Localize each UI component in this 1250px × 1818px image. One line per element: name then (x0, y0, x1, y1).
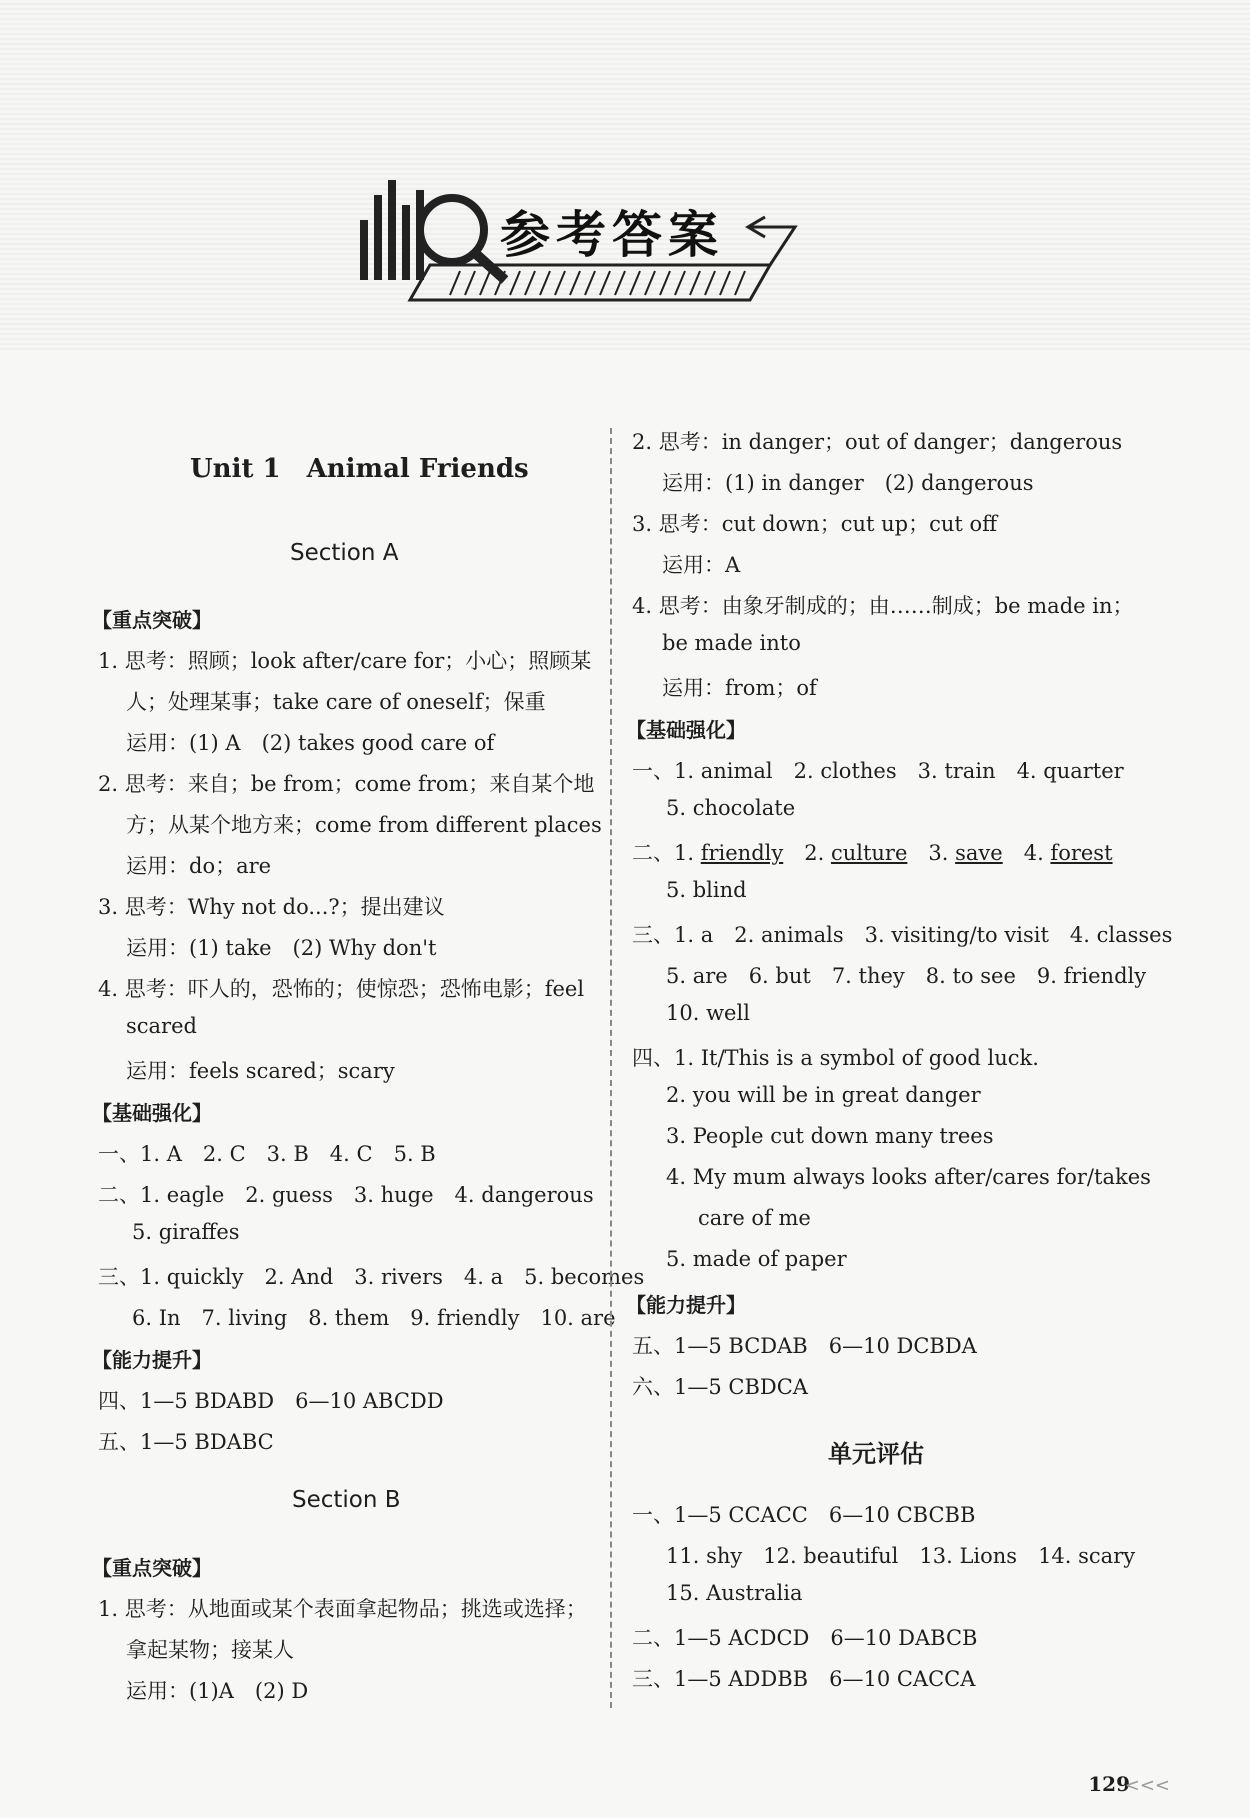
answer-line: 二、1—5 ACDCD 6—10 DABCB (632, 1626, 978, 1650)
underlined-word: friendly (700, 841, 784, 865)
answer-line: be made into (662, 631, 801, 655)
answer-line: 3. People cut down many trees (666, 1124, 994, 1148)
answer-line: 运用：(1) in danger (2) dangerous (662, 471, 1034, 495)
answer-line: 5. blind (666, 878, 747, 902)
answer-line: 运用：(1) take (2) Why don't (126, 936, 437, 960)
page-number: 129 (1088, 1772, 1130, 1796)
answer-line: 4. My mum always looks after/cares for/takes (666, 1165, 1151, 1189)
answer-line: 5. chocolate (666, 796, 796, 820)
answer-line: 拿起某物；接某人 (126, 1638, 294, 1662)
section-a-title: Section A (290, 540, 399, 566)
underlined-word: culture (830, 841, 908, 865)
answer-line: 6. In 7. living 8. them 9. friendly 10. are (132, 1306, 616, 1330)
answer-line: 1. 思考：照顾；look after/care for；小心；照顾某 (98, 649, 592, 673)
answer-line: 四、1—5 BDABD 6—10 ABCDD (98, 1389, 444, 1413)
answer-line: 1. 思考：从地面或某个表面拿起物品；挑选或选择； (98, 1597, 587, 1621)
answer-prefix: 二、1. (632, 841, 701, 865)
answer-line (632, 837, 1113, 867)
answer-line: 方；从某个地方来；come from different places (126, 813, 602, 837)
answer-line: 运用：(1) A (2) takes good care of (126, 731, 495, 755)
answer-line: 3. 思考：cut down；cut up；cut off (632, 512, 998, 536)
answer-line: 5. are 6. but 7. they 8. to see 9. friendly (666, 964, 1147, 988)
answer-line: 5. made of paper (666, 1247, 847, 1271)
answer-line: 运用：(1)A (2) D (126, 1679, 309, 1703)
column-divider (610, 428, 612, 1708)
answer-line: 2. 思考：来自；be from；come from；来自某个地 (98, 772, 595, 796)
answer-line: 三、1. a 2. animals 3. visiting/to visit 4. classes (632, 923, 1173, 947)
answer-line: 三、1. quickly 2. And 3. rivers 4. a 5. becomes (98, 1265, 645, 1289)
answer-line: 一、1. A 2. C 3. B 4. C 5. B (98, 1142, 436, 1166)
answer-sep: 3. (907, 841, 956, 865)
answer-line: 3. 思考：Why not do...?；提出建议 (98, 895, 445, 919)
answer-line: 人；处理某事；take care of oneself；保重 (126, 690, 546, 714)
answer-sep: 4. (1002, 841, 1051, 865)
tag-key-points: 【重点突破】 (92, 1556, 212, 1580)
underlined-word: forest (1050, 841, 1113, 865)
answer-line: 15. Australia (666, 1581, 803, 1605)
tag-basic: 【基础强化】 (626, 718, 746, 742)
page-arrows: <<< (1124, 1775, 1170, 1796)
tag-ability: 【能力提升】 (92, 1348, 212, 1372)
answer-logo (340, 165, 880, 330)
answer-line: 一、1—5 CCACC 6—10 CBCBB (632, 1503, 976, 1527)
answer-line: care of me (698, 1206, 811, 1230)
answer-line: 2. you will be in great danger (666, 1083, 981, 1107)
answer-line: 四、1. It/This is a symbol of good luck. (632, 1046, 1039, 1070)
answer-line: 运用：A (662, 553, 741, 577)
answer-line: 二、1. eagle 2. guess 3. huge 4. dangerous (98, 1183, 594, 1207)
tag-key-points: 【重点突破】 (92, 608, 212, 632)
banner-title: 参考答案 (500, 206, 724, 264)
answer-line: 六、1—5 CBDCA (632, 1375, 808, 1399)
tag-ability: 【能力提升】 (626, 1293, 746, 1317)
answer-line: 4. 思考：由象牙制成的；由……制成；be made in； (632, 594, 1134, 618)
answer-sep: 2. (783, 841, 831, 865)
answer-line: 运用：from；of (662, 676, 817, 700)
answer-line: 11. shy 12. beautiful 13. Lions 14. scary (666, 1544, 1136, 1568)
answer-line: 5. giraffes (132, 1220, 240, 1244)
answer-line: 三、1—5 ADDBB 6—10 CACCA (632, 1667, 976, 1691)
answer-line: scared (126, 1014, 197, 1038)
answer-line: 10. well (666, 1001, 750, 1025)
unit-title: Unit 1 Animal Friends (190, 454, 529, 484)
answer-line: 五、1—5 BDABC (98, 1430, 274, 1454)
tag-basic: 【基础强化】 (92, 1101, 212, 1125)
answer-line: 运用：do；are (126, 854, 272, 878)
answer-line: 2. 思考：in danger；out of danger；dangerous (632, 430, 1123, 454)
answer-line: 五、1—5 BCDAB 6—10 DCBDA (632, 1334, 977, 1358)
assessment-title: 单元评估 (828, 1439, 924, 1468)
answer-line: 运用：feels scared；scary (126, 1059, 395, 1083)
answer-line: 一、1. animal 2. clothes 3. train 4. quarter (632, 759, 1124, 783)
answer-line: 4. 思考：吓人的，恐怖的；使惊恐；恐怖电影；feel (98, 977, 585, 1001)
underlined-word: save (955, 841, 1003, 865)
section-b-title: Section B (292, 1487, 401, 1513)
